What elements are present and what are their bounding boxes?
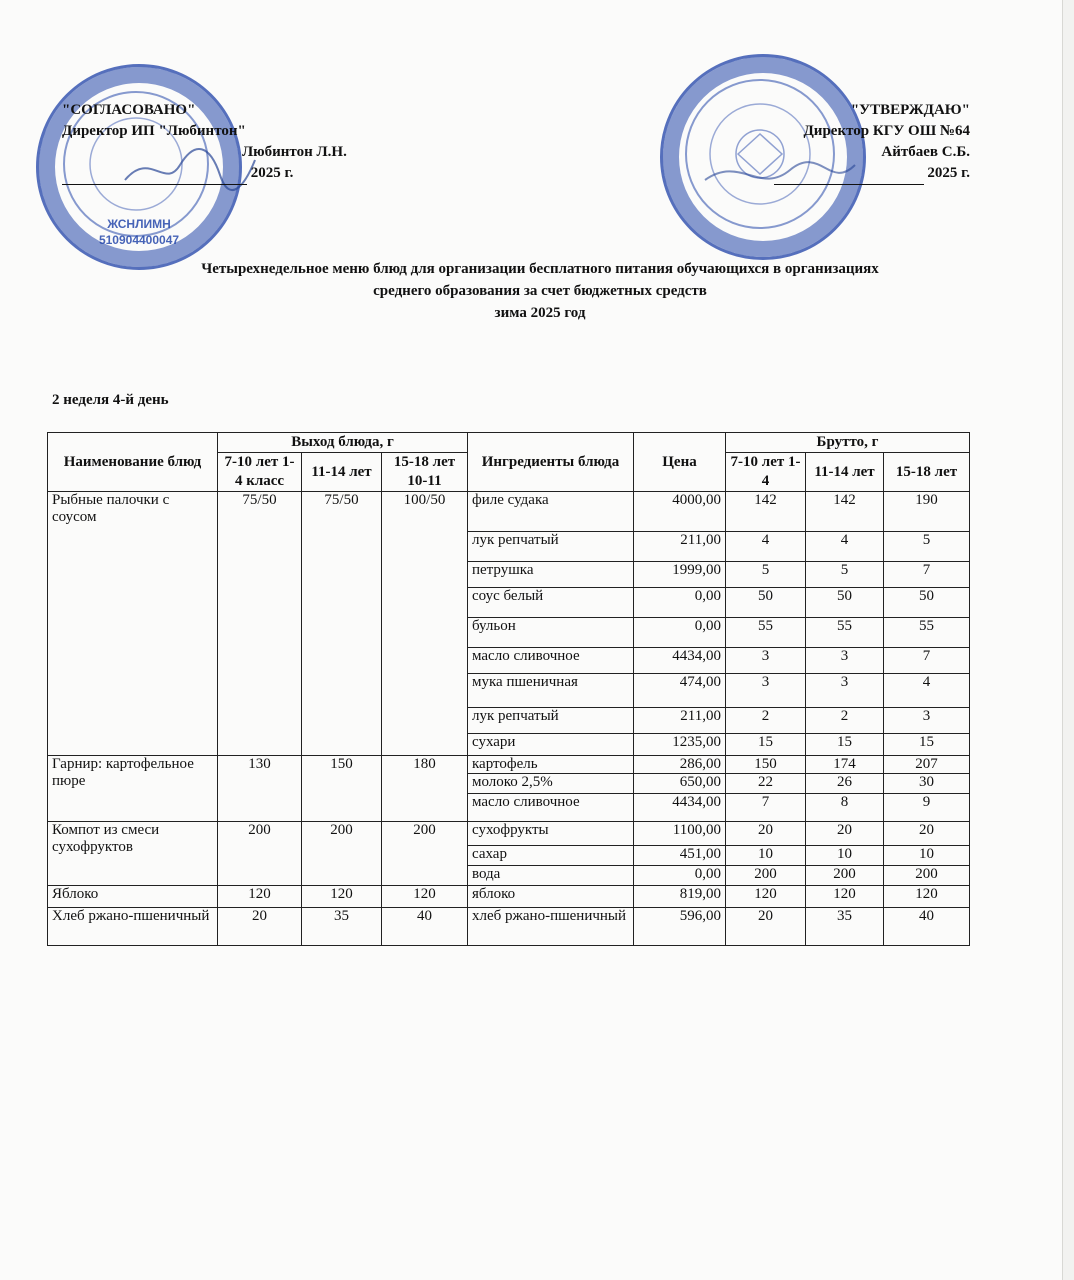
gross-7-10: 4 <box>726 532 806 562</box>
price: 650,00 <box>634 774 726 794</box>
document-title <box>60 258 1020 324</box>
approval-right-date: 2025 г. <box>927 165 970 181</box>
page-edge <box>1062 0 1074 1280</box>
header-price: Цена <box>634 433 726 492</box>
gross-11-14: 10 <box>806 846 884 866</box>
price: 211,00 <box>634 708 726 734</box>
approval-left-title: "СОГЛАСОВАНО" <box>62 102 196 118</box>
ingredient: вода <box>468 866 634 886</box>
gross-15-18: 15 <box>884 734 970 756</box>
gross-11-14: 120 <box>806 886 884 908</box>
price: 819,00 <box>634 886 726 908</box>
gross-15-18: 30 <box>884 774 970 794</box>
table-row <box>48 886 970 908</box>
ingredient: лук репчатый <box>468 708 634 734</box>
gross-11-14: 35 <box>806 908 884 946</box>
output-15-18: 40 <box>382 908 468 946</box>
ingredient: бульон <box>468 618 634 648</box>
gross-11-14: 3 <box>806 674 884 708</box>
title-line-1: Четырехнедельное меню блюд для организации бесплатного питания обучающихся в организациях <box>201 261 879 277</box>
price: 1235,00 <box>634 734 726 756</box>
date-blank-left <box>62 163 247 185</box>
date-blank-right <box>774 163 924 185</box>
gross-15-18: 7 <box>884 648 970 674</box>
dish-name: Хлеб ржано-пшеничный <box>48 908 218 946</box>
gross-7-10: 3 <box>726 674 806 708</box>
gross-11-14: 8 <box>806 794 884 822</box>
gross-7-10: 7 <box>726 794 806 822</box>
title-line-2: среднего образования за счет бюджетных средств <box>373 283 707 299</box>
gross-15-18: 50 <box>884 588 970 618</box>
gross-7-10: 50 <box>726 588 806 618</box>
gross-15-18: 7 <box>884 562 970 588</box>
gross-15-18: 200 <box>884 866 970 886</box>
price: 1100,00 <box>634 822 726 846</box>
output-15-18: 120 <box>382 886 468 908</box>
gross-15-18: 10 <box>884 846 970 866</box>
gross-7-10: 120 <box>726 886 806 908</box>
table-row <box>48 492 970 532</box>
output-15-18: 200 <box>382 822 468 886</box>
header-gross-15-18: 15-18 лет <box>884 453 970 492</box>
gross-11-14: 5 <box>806 562 884 588</box>
gross-15-18: 120 <box>884 886 970 908</box>
price: 0,00 <box>634 866 726 886</box>
output-11-14: 150 <box>302 756 382 822</box>
gross-7-10: 3 <box>726 648 806 674</box>
ingredient: соус белый <box>468 588 634 618</box>
header-out-15-18: 15-18 лет 10-11 <box>382 453 468 492</box>
approval-right-name: Айтбаев С.Б. <box>881 144 970 160</box>
ingredient: филе судака <box>468 492 634 532</box>
dish-name: Рыбные палочки с соусом <box>48 492 218 756</box>
output-15-18: 180 <box>382 756 468 822</box>
header-out-11-14: 11-14 лет <box>302 453 382 492</box>
gross-7-10: 2 <box>726 708 806 734</box>
gross-11-14: 2 <box>806 708 884 734</box>
gross-11-14: 3 <box>806 648 884 674</box>
approval-left-name: Любинтон Л.Н. <box>242 144 347 160</box>
gross-15-18: 3 <box>884 708 970 734</box>
header-gross: Брутто, г <box>726 433 970 453</box>
approval-left <box>62 100 402 185</box>
ingredient: молоко 2,5% <box>468 774 634 794</box>
gross-11-14: 142 <box>806 492 884 532</box>
dish-name: Компот из смеси сухофруктов <box>48 822 218 886</box>
output-7-10: 120 <box>218 886 302 908</box>
gross-7-10: 142 <box>726 492 806 532</box>
price: 4434,00 <box>634 794 726 822</box>
gross-11-14: 26 <box>806 774 884 794</box>
output-7-10: 75/50 <box>218 492 302 756</box>
ingredient: сухофрукты <box>468 822 634 846</box>
gross-11-14: 20 <box>806 822 884 846</box>
gross-7-10: 55 <box>726 618 806 648</box>
ingredient: лук репчатый <box>468 532 634 562</box>
output-11-14: 35 <box>302 908 382 946</box>
gross-11-14: 174 <box>806 756 884 774</box>
output-11-14: 120 <box>302 886 382 908</box>
ingredient: хлеб ржано-пшеничный <box>468 908 634 946</box>
dish-name: Гарнир: картофельное пюре <box>48 756 218 822</box>
ingredient: масло сливочное <box>468 648 634 674</box>
week-day-label: 2 неделя 4-й день <box>52 392 169 408</box>
ingredient: сухари <box>468 734 634 756</box>
price: 211,00 <box>634 532 726 562</box>
gross-7-10: 200 <box>726 866 806 886</box>
stamp-left-text-bottom: 510904400047 <box>98 233 180 247</box>
gross-7-10: 5 <box>726 562 806 588</box>
price: 474,00 <box>634 674 726 708</box>
approval-right-date-line <box>740 163 970 185</box>
gross-7-10: 20 <box>726 822 806 846</box>
output-7-10: 200 <box>218 822 302 886</box>
table-row <box>48 908 970 946</box>
header-out-7-10: 7-10 лет 1-4 класс <box>218 453 302 492</box>
title-line-3: зима 2025 год <box>494 305 586 321</box>
menu-table-header <box>48 433 970 492</box>
approval-right-position: Директор КГУ ОШ №64 <box>803 123 970 139</box>
header-dish: Наименование блюд <box>48 433 218 492</box>
ingredient: сахар <box>468 846 634 866</box>
gross-7-10: 22 <box>726 774 806 794</box>
gross-15-18: 9 <box>884 794 970 822</box>
ingredient: петрушка <box>468 562 634 588</box>
header-gross-7-10: 7-10 лет 1-4 <box>726 453 806 492</box>
gross-11-14: 4 <box>806 532 884 562</box>
approval-right-title: "УТВЕРЖДАЮ" <box>850 102 970 118</box>
approval-left-date: 2025 г. <box>250 165 294 181</box>
gross-15-18: 5 <box>884 532 970 562</box>
output-7-10: 130 <box>218 756 302 822</box>
gross-11-14: 50 <box>806 588 884 618</box>
output-11-14: 200 <box>302 822 382 886</box>
header-gross-11-14: 11-14 лет <box>806 453 884 492</box>
price: 4000,00 <box>634 492 726 532</box>
gross-11-14: 200 <box>806 866 884 886</box>
price: 596,00 <box>634 908 726 946</box>
header-ingredients: Ингредиенты блюда <box>468 433 634 492</box>
gross-11-14: 55 <box>806 618 884 648</box>
gross-15-18: 190 <box>884 492 970 532</box>
header-output: Выход блюда, г <box>218 433 468 453</box>
ingredient: яблоко <box>468 886 634 908</box>
table-row <box>48 822 970 846</box>
menu-table <box>47 432 970 946</box>
gross-7-10: 15 <box>726 734 806 756</box>
approval-left-name-line <box>62 142 402 163</box>
dish-name: Яблоко <box>48 886 218 908</box>
price: 286,00 <box>634 756 726 774</box>
ingredient: мука пшеничная <box>468 674 634 708</box>
menu-table-body <box>48 492 970 946</box>
table-row <box>48 756 970 774</box>
gross-15-18: 40 <box>884 908 970 946</box>
approval-right <box>740 100 970 185</box>
price: 4434,00 <box>634 648 726 674</box>
price: 451,00 <box>634 846 726 866</box>
approval-left-date-line <box>62 163 402 185</box>
gross-7-10: 150 <box>726 756 806 774</box>
price: 1999,00 <box>634 562 726 588</box>
ingredient: масло сливочное <box>468 794 634 822</box>
gross-11-14: 15 <box>806 734 884 756</box>
ingredient: картофель <box>468 756 634 774</box>
approval-left-position: Директор ИП "Любинтон" <box>62 123 246 139</box>
output-11-14: 75/50 <box>302 492 382 756</box>
gross-7-10: 10 <box>726 846 806 866</box>
gross-15-18: 207 <box>884 756 970 774</box>
gross-15-18: 55 <box>884 618 970 648</box>
gross-15-18: 20 <box>884 822 970 846</box>
price: 0,00 <box>634 618 726 648</box>
price: 0,00 <box>634 588 726 618</box>
stamp-left-text-top: ЖСНЛИМН <box>107 217 171 231</box>
gross-7-10: 20 <box>726 908 806 946</box>
gross-15-18: 4 <box>884 674 970 708</box>
output-15-18: 100/50 <box>382 492 468 756</box>
output-7-10: 20 <box>218 908 302 946</box>
